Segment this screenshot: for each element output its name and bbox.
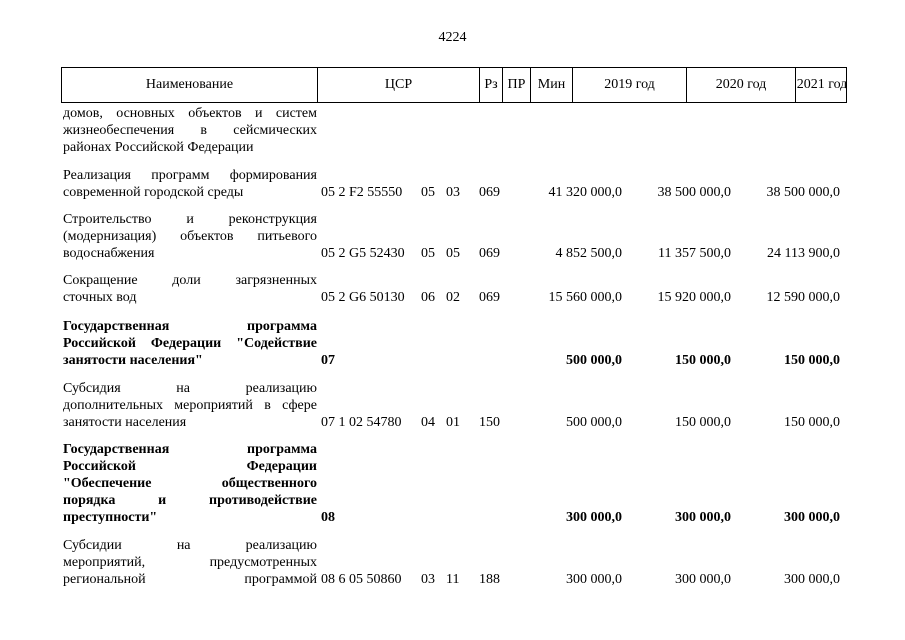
- row-5-rz: 04: [421, 415, 435, 430]
- row-2-min: 069: [479, 246, 500, 261]
- header-name: Наименование: [62, 68, 318, 102]
- row-name-line: Государственная программа: [63, 319, 317, 334]
- row-name-line: районах Российской Федерации: [63, 140, 254, 155]
- row-name-line: сточных вод: [63, 290, 137, 305]
- row-3-2020: 15 920 000,0: [657, 290, 731, 305]
- row-7-2021: 300 000,0: [784, 572, 840, 587]
- row-1-2019: 41 320 000,0: [548, 185, 622, 200]
- row-4-2020: 150 000,0: [675, 353, 731, 368]
- row-name-line: преступности": [63, 510, 158, 525]
- row-7-min: 188: [479, 572, 500, 587]
- row-5-2021: 150 000,0: [784, 415, 840, 430]
- row-name-line: порядка и противодействие: [63, 493, 317, 508]
- row-1-pr: 03: [446, 185, 460, 200]
- row-5-min: 150: [479, 415, 500, 430]
- row-7-2020: 300 000,0: [675, 572, 731, 587]
- row-4-csr: 07: [321, 353, 335, 368]
- row-6-name: [63, 441, 317, 526]
- row-name-line: жизнеобеспечения в сейсмических: [63, 123, 317, 138]
- row-1-rz: 05: [421, 185, 435, 200]
- row-3-min: 069: [479, 290, 500, 305]
- row-1-csr: 05 2 F2 55550: [321, 185, 403, 200]
- row-1-name: [63, 167, 317, 201]
- row-name-line: Российской Федерации: [63, 459, 317, 474]
- row-3-2021: 12 590 000,0: [766, 290, 840, 305]
- row-7-2019: 300 000,0: [566, 572, 622, 587]
- row-7-csr: 08 6 05 50860: [321, 572, 402, 587]
- row-5-pr: 01: [446, 415, 460, 430]
- row-0-name: [63, 105, 317, 156]
- row-name-line: домов, основных объектов и систем: [63, 106, 317, 121]
- row-4-2019: 500 000,0: [566, 353, 622, 368]
- row-7-pr: 11: [446, 572, 460, 587]
- row-name-line: современной городской среды: [63, 185, 244, 200]
- header-2020: 2020 год: [687, 68, 796, 102]
- row-1-2021: 38 500 000,0: [766, 185, 840, 200]
- row-2-2019: 4 852 500,0: [555, 246, 622, 261]
- row-name-line: Субсидия на реализацию: [63, 381, 317, 396]
- row-2-2020: 11 357 500,0: [658, 246, 731, 261]
- row-3-pr: 02: [446, 290, 460, 305]
- row-name-line: (модернизация) объектов питьевого: [63, 229, 317, 244]
- row-3-rz: 06: [421, 290, 435, 305]
- row-name-line: "Обеспечение общественного: [63, 476, 317, 491]
- header-csr: ЦСР: [318, 68, 480, 102]
- header-rz: Рз: [480, 68, 503, 102]
- row-5-2020: 150 000,0: [675, 415, 731, 430]
- row-name-line: Строительство и реконструкция: [63, 212, 317, 227]
- header-min: Мин: [531, 68, 573, 102]
- row-name-line: водоснабжения: [63, 246, 155, 261]
- row-2-csr: 05 2 G5 52430: [321, 246, 405, 261]
- row-2-2021: 24 113 900,0: [767, 246, 840, 261]
- row-1-min: 069: [479, 185, 500, 200]
- row-name-line: мероприятий, предусмотренных: [63, 555, 317, 570]
- header-2019: 2019 год: [573, 68, 687, 102]
- row-2-pr: 05: [446, 246, 460, 261]
- row-7-name: [63, 537, 317, 588]
- row-name-line: занятости населения": [63, 353, 203, 368]
- row-name-line: дополнительных мероприятий в сфере: [63, 398, 317, 413]
- row-3-csr: 05 2 G6 50130: [321, 290, 405, 305]
- row-6-2021: 300 000,0: [784, 510, 840, 525]
- row-2-name: [63, 211, 317, 262]
- row-6-2020: 300 000,0: [675, 510, 731, 525]
- row-3-2019: 15 560 000,0: [548, 290, 622, 305]
- page-number: 4224: [438, 30, 467, 45]
- row-7-rz: 03: [421, 572, 435, 587]
- row-name-line: Реализация программ формирования: [63, 168, 317, 183]
- row-2-rz: 05: [421, 246, 435, 261]
- header-pr: ПР: [503, 68, 531, 102]
- row-5-name: [63, 380, 317, 431]
- row-name-line: занятости населения: [63, 415, 187, 430]
- row-4-name: [63, 318, 317, 369]
- header-2021: 2021 год: [796, 77, 848, 92]
- row-name-line: Российской Федерации "Содействие: [63, 336, 317, 351]
- row-6-2019: 300 000,0: [566, 510, 622, 525]
- row-name-line: Субсидии на реализацию: [63, 538, 317, 553]
- row-name-line: Государственная программа: [63, 442, 317, 457]
- table-header: [61, 67, 847, 103]
- row-name-line: региональной программой: [63, 572, 317, 587]
- row-1-2020: 38 500 000,0: [657, 185, 731, 200]
- row-name-line: Сокращение доли загрязненных: [63, 273, 317, 288]
- row-3-name: [63, 272, 317, 306]
- row-5-csr: 07 1 02 54780: [321, 415, 402, 430]
- row-6-csr: 08: [321, 510, 335, 525]
- row-5-2019: 500 000,0: [566, 415, 622, 430]
- row-4-2021: 150 000,0: [784, 353, 840, 368]
